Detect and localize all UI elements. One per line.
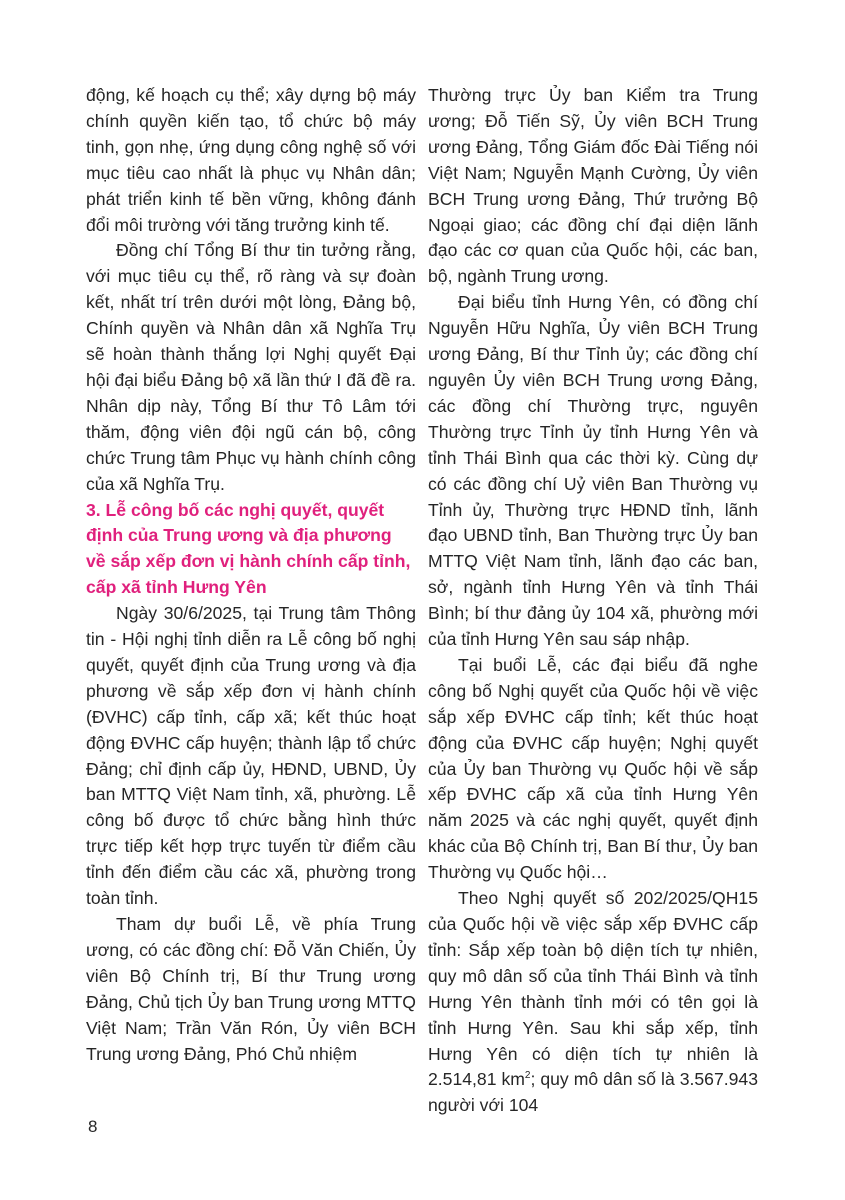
paragraph: Đại biểu tỉnh Hưng Yên, có đồng chí Nguyễn Hữu Nghĩa, Ủy viên BCH Trung ương Đảng, Bí thư Tỉnh ủy; các đồng chí nguyên Ủy viên BCH Trung ương Đảng, các đồng chí Thường trực, nguyên Thường trực Tỉnh ủy tỉnh Hưng Yên và tỉnh Thái Bình qua các thời kỳ. Cùng dự có các đồng chí Uỷ viên Ban Thường vụ Tỉnh ủy, Thường trực HĐND tỉnh, lãnh đạo UBND tỉnh, Ban Thường trực Ủy ban MTTQ Việt Nam tỉnh, lãnh đạo các ban, sở, ngành tỉnh Hưng Yên và tỉnh Thái Bình; bí thư đảng ủy 104 xã, phường mới của tỉnh Hưng Yên sau sáp nhập. xyxy=(428,292,758,650)
paragraph: Thường trực Ủy ban Kiểm tra Trung ương; Đỗ Tiến Sỹ, Ủy viên BCH Trung ương Đảng, Tổng Giám đốc Đài Tiếng nói Việt Nam; Nguyễn Mạnh Cường, Ủy viên BCH Trung ương Đảng, Thứ trưởng Bộ Ngoại giao; các đồng chí đại diện lãnh đạo các cơ quan của Quốc hội, các ban, bộ, ngành Trung ương. xyxy=(428,85,758,287)
paragraph xyxy=(428,886,758,1119)
paragraph: Tại buổi Lễ, các đại biểu đã nghe công bố Nghị quyết của Quốc hội về việc sắp xếp ĐVHC cấp tỉnh; kết thúc hoạt động của ĐVHC cấp huyện; Nghị quyết của Ủy ban Thường vụ Quốc hội về sắp xếp ĐVHC cấp xã của tỉnh Hưng Yên năm 2025 và các nghị quyết, quyết định khác của Bộ Chính trị, Ban Bí thư, Ủy ban Thường vụ Quốc hội… xyxy=(428,654,758,883)
right-column xyxy=(428,83,758,1119)
page-number: 8 xyxy=(88,1117,98,1136)
paragraph: động, kế hoạch cụ thể; xây dựng bộ máy chính quyền kiến tạo, tổ chức bộ máy tinh, gọn nhẹ, ứng dụng công nghệ số với mục tiêu cao nhất là phục vụ Nhân dân; phát triển kinh tế bền vững, không đánh đổi môi trường với tăng trưởng kinh tế. xyxy=(86,85,416,235)
paragraph-text: Theo Nghị quyết số 202/2025/QH15 của Quốc hội về việc sắp xếp ĐVHC cấp tỉnh: Sắp xếp toàn bộ diện tích tự nhiên, quy mô dân số của tỉnh Thái Bình và tỉnh Hưng Yên thành tỉnh mới có tên gọi là tỉnh Hưng Yên. Sau khi sắp xếp, tỉnh Hưng Yên có diện tích tự nhiên là 2.514,81 km xyxy=(428,888,758,1090)
paragraph: Ngày 30/6/2025, tại Trung tâm Thông tin - Hội nghị tỉnh diễn ra Lễ công bố nghị quyết, quyết định của Trung ương và địa phương về sắp xếp đơn vị hành chính (ĐVHC) cấp tỉnh, cấp xã; kết thúc hoạt động ĐVHC cấp huyện; thành lập tổ chức Đảng; chỉ định cấp ủy, HĐND, UBND, Ủy ban MTTQ Việt Nam tỉnh, xã, phường. Lễ công bố được tổ chức bằng hình thức trực tiếp kết hợp trực tuyến từ điểm cầu tỉnh đến điểm cầu các xã, phường trong toàn tỉnh. xyxy=(86,603,416,909)
superscript: 2 xyxy=(524,1070,531,1082)
left-column xyxy=(86,83,416,1067)
paragraph: Đồng chí Tổng Bí thư tin tưởng rằng, với mục tiêu cụ thể, rõ ràng và sự đoàn kết, nhất trí trên dưới một lòng, Đảng bộ, Chính quyền và Nhân dân xã Nghĩa Trụ sẽ hoàn thành thắng lợi Nghị quyết Đại hội đại biểu Đảng bộ xã lần thứ I đã đề ra. Nhân dịp này, Tổng Bí thư Tô Lâm tới thăm, động viên đội ngũ cán bộ, công chức Trung tâm Phục vụ hành chính công của xã Nghĩa Trụ. xyxy=(86,240,416,494)
section-heading: 3. Lễ công bố các nghị quyết, quyết định của Trung ương và địa phương về sắp xếp đơn vị hành chính cấp tỉnh, cấp xã tỉnh Hưng Yên xyxy=(86,499,411,598)
paragraph-text: ; quy mô dân số là 3.567.943 người với 104 xyxy=(428,1069,758,1116)
paragraph: Tham dự buổi Lễ, về phía Trung ương, có các đồng chí: Đỗ Văn Chiến, Ủy viên Bộ Chính trị, Bí thư Trung ương Đảng, Chủ tịch Ủy ban Trung ương MTTQ Việt Nam; Trần Văn Rón, Ủy viên BCH Trung ương Đảng, Phó Chủ nhiệm xyxy=(86,914,416,1064)
